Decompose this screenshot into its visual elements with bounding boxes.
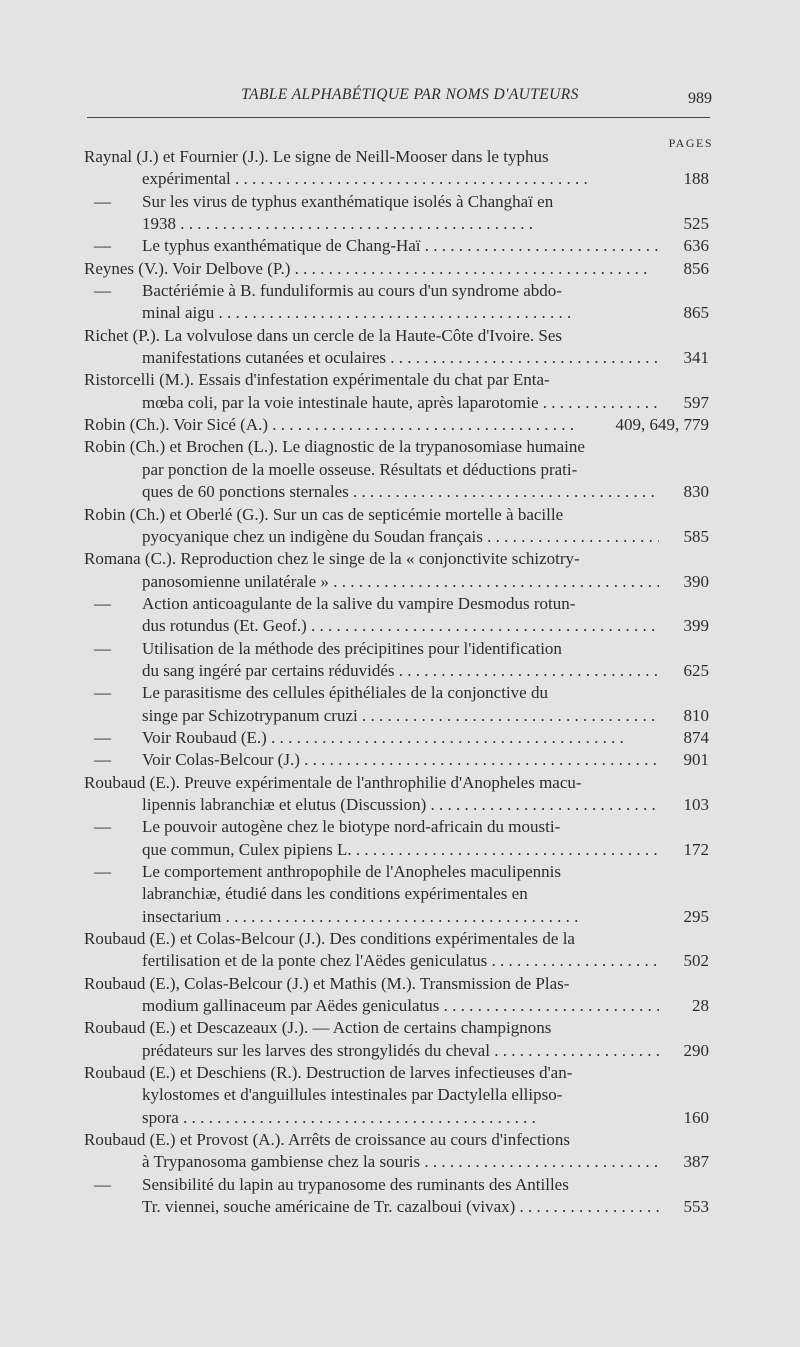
entry-text: que commun, Culex pipiens L. . . . [142,839,659,861]
ditto-dash: — [94,593,111,613]
entry-text: Robin (Ch.). Voir Sicé (A.) . . . [84,414,579,436]
index-entry-continuation [0,1040,800,1062]
entry-text: Raynal (J.) et Fournier (J.). Le signe de Neill-Mooser dans le typhus [84,147,549,166]
entry-text: Roubaud (E.) et Colas-Belcour (J.). Des conditions expérimentales de la [84,929,575,949]
entry-text: du sang ingéré par certains réduvidés . . . [142,660,659,682]
index-entry-continuation [0,839,800,861]
entry-text: minal aigu . . . [142,302,571,324]
page-reference: 810 [683,705,709,725]
ditto-dash: — [94,638,111,658]
index-entry-continuation [0,660,800,682]
entry-text: Roubaud (E.) et Descazeaux (J.). — Action de certains champignons [84,1018,552,1038]
entry-text: panosomienne unilatérale » . . . [142,571,659,593]
ditto-dash: — [94,1174,111,1194]
entry-text: fertilisation et de la ponte chez l'Aëdes geniculatus . . . [142,950,659,972]
index-entry-continuation [0,883,800,905]
index-entry-continuation [0,1196,800,1218]
index-entry-continuation [0,1107,800,1129]
page-reference: 502 [683,951,709,971]
entry-text: kylostomes et d'anguillules intestinales par Dactylella ellipso- [142,1085,563,1105]
page-reference: 390 [683,571,709,591]
entry-text: dus rotundus (Et. Geof.) . . . [142,615,659,637]
entry-text: pyocyanique chez un indigène du Soudan français . . . [142,526,659,548]
page-number: 989 [688,90,712,107]
ditto-dash: — [94,683,111,703]
index-entry-continuation [0,302,800,324]
entry-text: Action anticoagulante de la salive du vampire Desmodus rotun- [142,593,576,613]
page-reference: 295 [683,906,709,926]
entry-text: singe par Schizotrypanum cruzi . . . [142,705,659,727]
index-entry-continuation [0,727,800,749]
entry-text: lipennis labranchiæ et elutus (Discussion) . . . [142,794,659,816]
entry-text: Robin (Ch.) et Oberlé (G.). Sur un cas de septicémie mortelle à bacille [84,504,564,524]
entry-text: Voir Colas-Belcour (J.) . . . [142,749,657,771]
index-entry-line [0,258,800,280]
index-entry-continuation [0,682,800,704]
page-reference: 525 [683,214,709,234]
page-reference: 636 [683,236,709,256]
page-reference: 625 [683,660,709,680]
page-reference: 597 [683,392,709,412]
index-entry-line [0,772,800,794]
entry-text: Richet (P.). La volvulose dans un cercle de la Haute-Côte d'Ivoire. Ses [84,325,562,345]
pages-column-label: PAGES [668,136,713,150]
entry-text: Roubaud (E.), Colas-Belcour (J.) et Mathis (M.). Transmission de Plas- [84,973,570,993]
header-rule [87,117,710,118]
ditto-dash: — [94,862,111,881]
index-entry-continuation [0,392,800,414]
entry-text: Sur les virus de typhus exanthématique isolés à Changhaï en [142,191,554,211]
ditto-dash: — [94,236,111,256]
page-reference: 290 [683,1040,709,1060]
entry-text: Utilisation de la méthode des précipitines pour l'identification [142,638,562,658]
entry-text: Tr. viennei, souche américaine de Tr. cazalboui (vivax) . . . [142,1196,659,1218]
ditto-dash: — [94,750,111,770]
entry-text: labranchiæ, étudié dans les conditions expérimentales en [142,884,528,904]
index-entry-continuation [0,638,800,660]
running-title: TABLE ALPHABÉTIQUE PAR NOMS D'AUTEURS [241,86,579,103]
index-entry-continuation [0,347,800,369]
page-reference: 409, 649, 779 [615,415,709,435]
index-entry-continuation [0,995,800,1017]
entry-text: Le pouvoir autogène chez le biotype nord-africain du mousti- [142,817,561,837]
index-entry-line [0,414,800,436]
page-reference: 585 [683,526,709,546]
entry-text: Roubaud (E.) et Provost (A.). Arrêts de croissance au cours d'infections [84,1130,571,1150]
index-entry-continuation [0,1151,800,1173]
page-reference: 865 [683,303,709,323]
entry-text: Reynes (V.). Voir Delbove (P.) . . . [84,258,647,280]
entry-text: Roubaud (E.). Preuve expérimentale de l'anthrophilie d'Anopheles macu- [84,772,582,792]
entry-text: Roubaud (E.) et Deschiens (R.). Destruction de larves infectieuses d'an- [84,1063,573,1083]
entry-text: Le typhus exanthématique de Chang-Haï . . . [142,235,659,257]
index-entry-line [0,146,800,168]
index-entry-line [0,504,800,526]
entry-text: Le parasitisme des cellules épithéliales de la conjonctive du [142,683,548,703]
page-reference: 901 [683,750,709,770]
page-reference: 160 [683,1107,709,1127]
index-entry-continuation [0,1084,800,1106]
entry-text: Le comportement anthropophile de l'Anopheles maculipennis [142,862,561,881]
index-entry-line [0,928,800,950]
page-reference: 874 [683,727,709,747]
page-reference: 399 [683,616,709,636]
entry-text: Bactériémie à B. funduliformis au cours d'un syndrome abdo- [142,281,562,301]
index-entry-continuation [0,950,800,972]
page-reference: 341 [683,348,709,368]
entry-text: par ponction de la moelle osseuse. Résultats et déductions prati- [142,459,578,479]
index-entry-line [0,1017,800,1039]
index-entry-continuation [0,168,800,190]
index-entry-continuation [0,571,800,593]
index-entry-continuation [0,235,800,257]
page-reference: 103 [683,794,709,814]
index-entry-continuation [0,749,800,771]
index-entry-line [0,548,800,570]
entry-text: Robin (Ch.) et Brochen (L.). Le diagnostic de la trypanosomiase humaine [84,437,585,457]
entry-text: Sensibilité du lapin au trypanosome des ruminants des Antilles [142,1174,569,1194]
entry-text: modium gallinaceum par Aëdes geniculatus . . . [142,995,659,1017]
index-entry-continuation [0,794,800,816]
page-reference: 387 [683,1152,709,1172]
entry-text: Voir Roubaud (E.) . . . [142,727,624,749]
index-entry-continuation [0,705,800,727]
entry-text: manifestations cutanées et oculaires . . . [142,347,659,369]
page-reference: 553 [683,1197,709,1217]
entry-text: Romana (C.). Reproduction chez le singe de la « conjonctivite schizotry- [84,549,580,569]
page-reference: 188 [683,169,709,189]
entry-text: prédateurs sur les larves des strongylidés du cheval . . . [142,1040,659,1062]
entry-text: 1938 . . . [142,213,533,235]
index-entry-line [0,1129,800,1151]
index-entry-continuation [0,861,800,883]
index-entry-continuation [0,906,800,928]
index-entry-continuation [0,191,800,213]
index-entry-continuation [0,593,800,615]
page-reference: 172 [683,839,709,859]
entry-text: mœba coli, par la voie intestinale haute, après laparotomie . . . [142,392,659,414]
index-entry-line [0,325,800,347]
entry-text: ques de 60 ponctions sternales . . . [142,481,659,503]
entry-text: Ristorcelli (M.). Essais d'infestation expérimentale du chat par Enta- [84,370,550,390]
ditto-dash: — [94,727,111,747]
page-reference: 28 [692,996,709,1016]
index-entry-continuation [0,526,800,548]
index-entry-continuation [0,816,800,838]
index-entry-continuation [0,481,800,503]
entry-text: spora . . . [142,1107,536,1129]
entry-text: à Trypanosoma gambiense chez la souris . . . [142,1151,659,1173]
ditto-dash: — [94,817,111,837]
page-reference: 830 [683,482,709,502]
ditto-dash: — [94,191,111,211]
author-index-list [0,146,800,1219]
page-reference: 856 [683,258,709,278]
index-entry-line [0,1062,800,1084]
entry-text: expérimental . . . [142,168,588,190]
index-entry-continuation [0,1174,800,1196]
index-entry-continuation [0,213,800,235]
index-entry-continuation [0,459,800,481]
index-entry-continuation [0,280,800,302]
index-entry-line [0,436,800,458]
page-header [80,86,710,116]
index-entry-line [0,369,800,391]
entry-text: insectarium . . . [142,906,578,928]
index-entry-line [0,973,800,995]
ditto-dash: — [94,281,111,301]
index-entry-continuation [0,615,800,637]
